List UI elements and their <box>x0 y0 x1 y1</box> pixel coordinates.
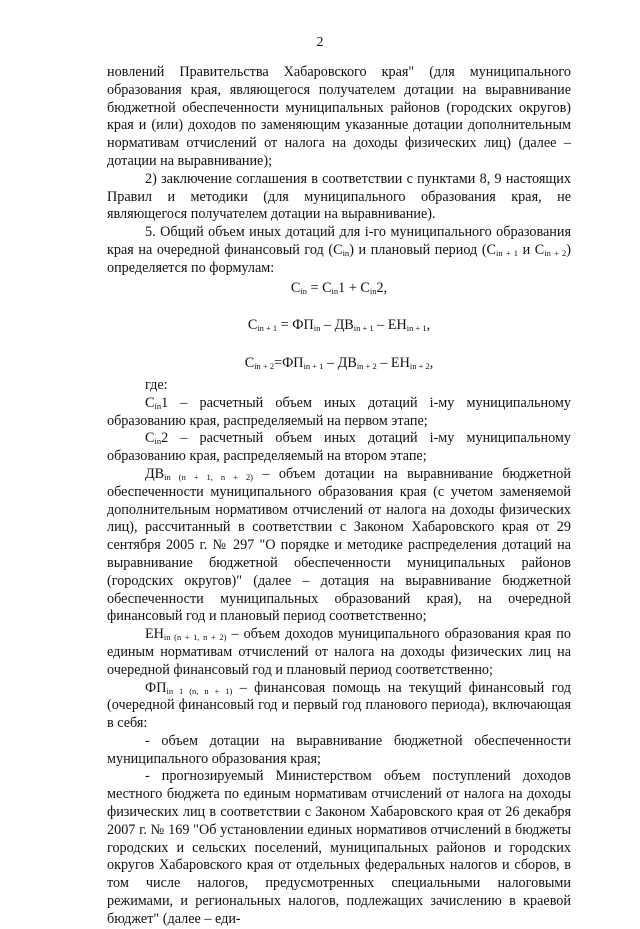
formula-2: $C_{in + 1} = ФП_{in} - ДВ_{in + 1} - ЕН_{in + 1}$, <box>247 317 431 334</box>
definition-cin2: $C_{in}2$ – расчетный объем иных дотаций i-му муниципальному образованию края, распределяемый на втором этапе; <box>107 430 571 465</box>
paragraph-item-2: 2) заключение соглашения в соответствии с пунктами 8, 9 настоящих Правил и методики (для муниципального образования края, не являющегося получателем дотации на выравнивание). <box>107 170 571 223</box>
list-item-dotation: - объем дотации на выравнивание бюджетной обеспеченности муниципального образования края; <box>107 732 571 767</box>
list-item-forecast: - прогнозируемый Министерством объем поступлений доходов местного бюджета по единым нормативам отчислений от налога на доходы физических лиц в соответствии с Законом Хабаровского края от 26 декабря 2007 г. № 169 "Об установлении единых нормативов отчислений в бюджеты городских и сельских поселений, муниципальных районов и городских округов Хабаровского края от отдельных федеральных налогов и сборов, в том числе налогов, предусмотренных специальными налоговыми режимами, и региональных налогов, подлежащих зачислению в краевой бюджет" (далее – еди- <box>107 768 571 927</box>
formula-1: $C_{in} = C_{in}1 + C_{in}2$, <box>290 279 388 296</box>
where-label: где: <box>145 376 168 393</box>
definition-dv: $ДВ_{in (n + 1, n + 2)}$ – объем дотации на выравнивание бюджетной обеспеченности муниципального образования края (с учетом заменяемой дополнительным нормативом отчислений от налога на доходы физических лиц), рассчитанный в соответствии с Законом Хабаровского края от 29 сентября 2005 г. № 297 "О порядке и методике распределения дотаций на выравнивание бюджетной обеспеченности муниципальных районов (городских округов)" (далее – дотация на выравнивание бюджетной обеспеченности муниципальных образований края), на очередной финансовый год и плановый период соответственно; <box>107 465 571 625</box>
paragraph-section-5: 5. Общий объем иных дотаций для i-го муниципального образования края на очередной финансовый год $(C_{in})$ и плановый период ($C_{in + 1}$ и $C_{in + 2}$) определяется по формулам: <box>107 224 572 276</box>
formula-3: $C_{in + 2}=ФП_{in + 1} - ДВ_{in + 2} - ЕН_{in + 2}$, <box>244 355 434 372</box>
paragraph-continuation: новлений Правительства Хабаровского края" (для муниципального образования края, являющегося получателем дотации на выравнивание бюджетной обеспеченности муниципальных районов (городских округов) края и (или) доходов по заменяющим указанные дотации дополнительным нормативам отчислений от налога на доходы физических лиц) (далее – дотации на выравнивание); <box>107 64 571 169</box>
definition-cin1: $C_{in}1$ – расчетный объем иных дотаций i-му муниципальному образованию края, распределяемый на первом этапе; <box>107 394 571 429</box>
definition-fp: $ФП_{in 1 (n, n + 1)}$ – финансовая помощь на текущий финансовый год (очередной финансовый год и первый год планового периода), включающая в себя: <box>107 679 571 732</box>
page-number: 2 <box>316 35 324 50</box>
definition-en: $ЕН_{in (n + 1, n + 2)}$ – объем доходов муниципального образования края по единым нормативам отчислений от налога на доходы физических лиц на очередной финансовый год и плановый период соответственно; <box>107 626 571 678</box>
body-text <box>107 64 571 929</box>
